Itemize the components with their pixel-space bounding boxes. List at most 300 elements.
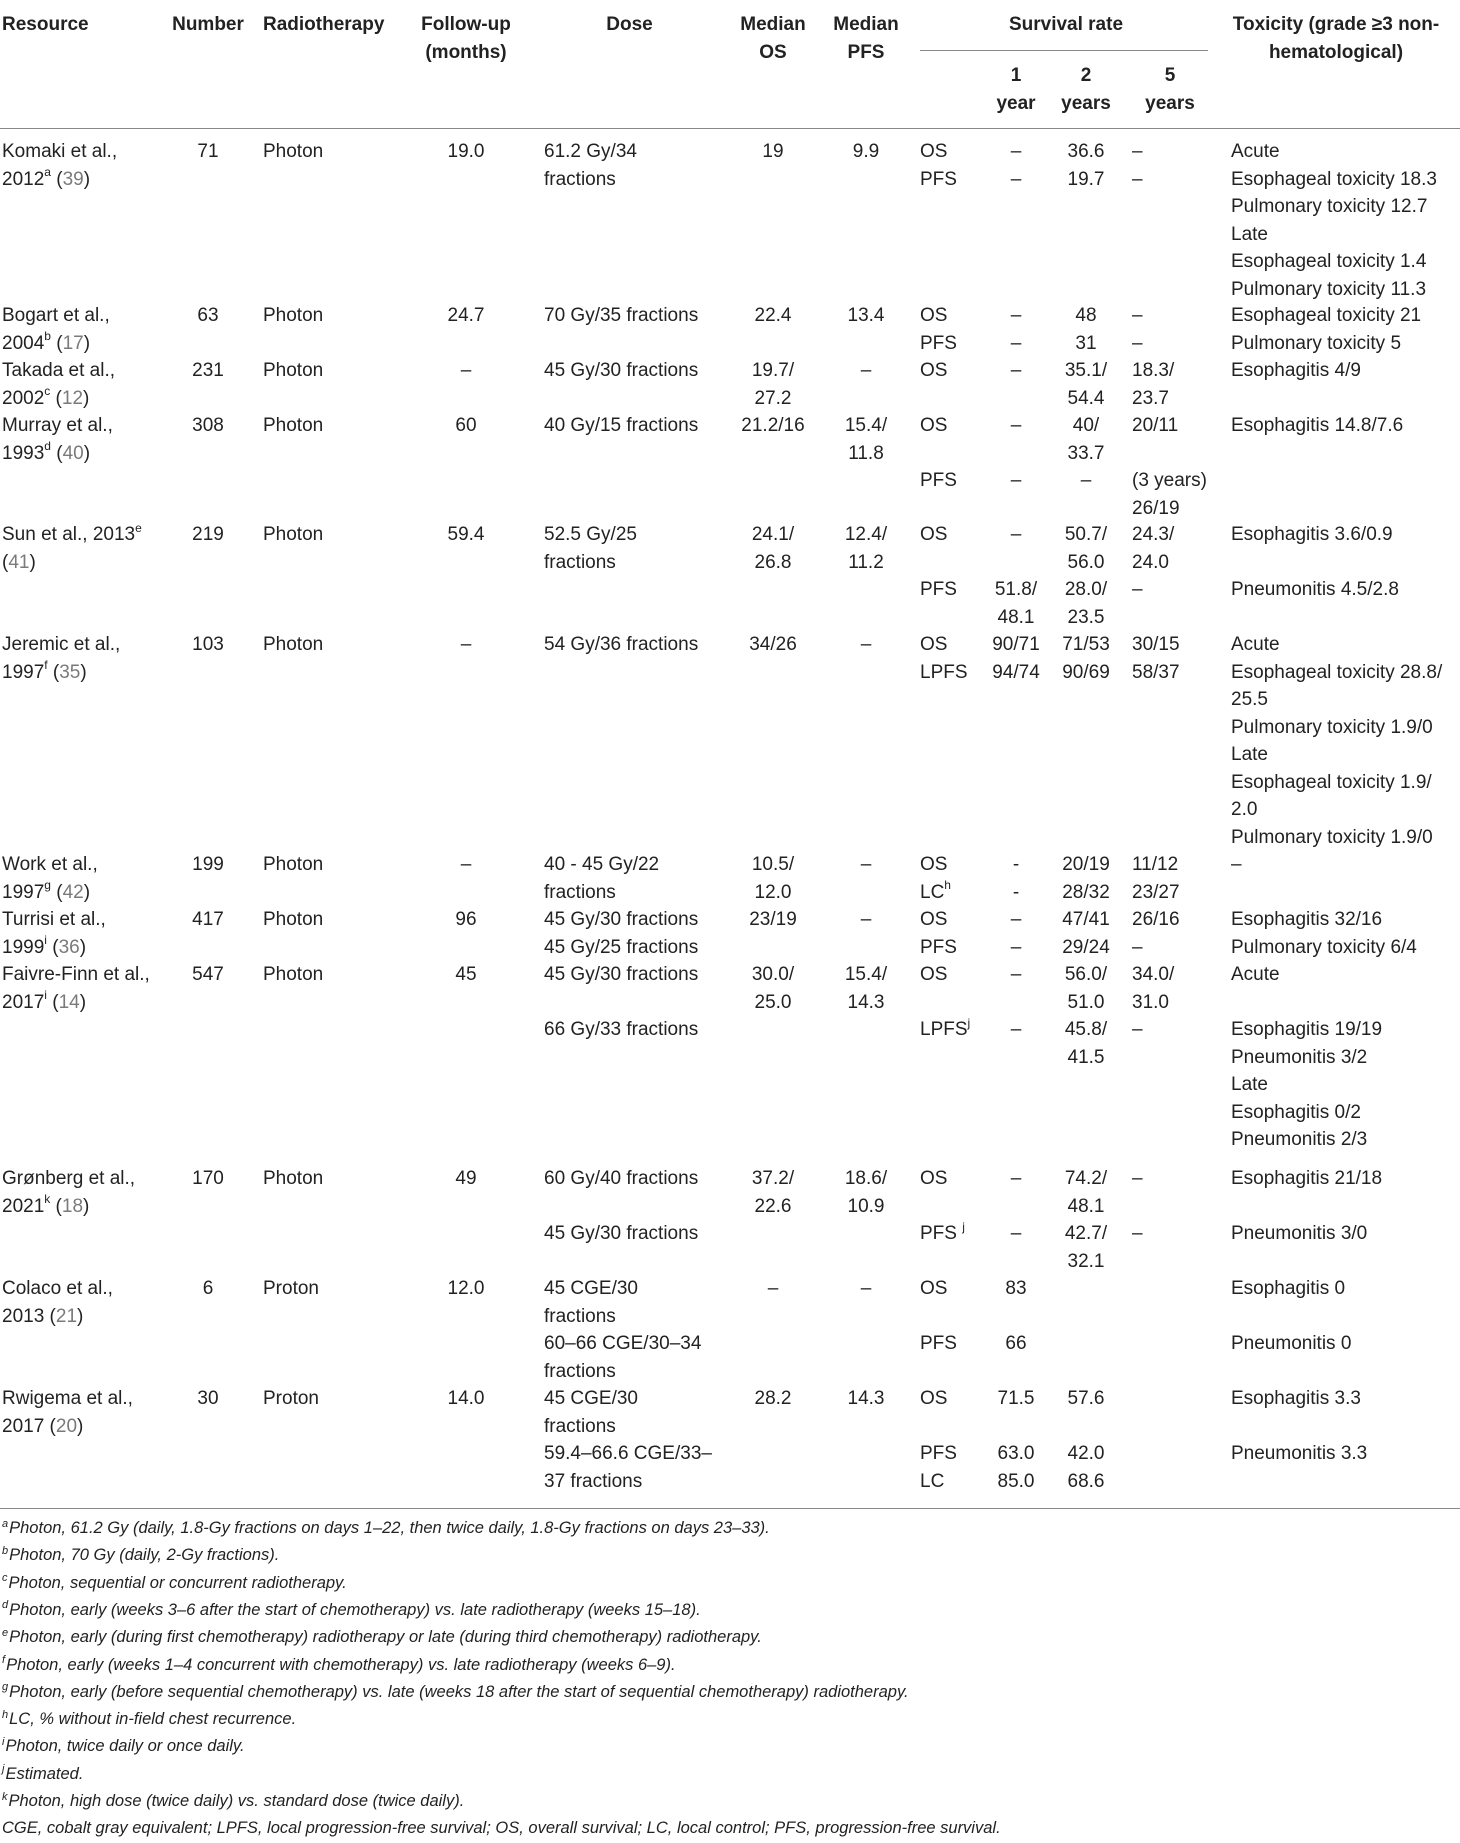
median-os-cell: 37.2/ 22.6: [751, 1168, 795, 1217]
dose-cell: 45 CGE/30 fractions 60–66 CGE/30–34 fractions: [544, 1278, 702, 1382]
resource-cell: Work et al., 1997$^g$ (42): [2, 854, 98, 903]
survival-1-year: –: [1010, 1223, 1022, 1244]
footnote: [2, 1624, 762, 1651]
footnote-marker: d: [2, 1599, 9, 1612]
survival-1-year: 51.8/ 48.1: [994, 579, 1038, 628]
followup-cell: 59.4: [447, 524, 485, 545]
survival-2-years: 42.0: [1067, 1443, 1105, 1464]
radiotherapy-cell: Photon: [263, 909, 324, 930]
footnote: [2, 1815, 1001, 1842]
number-cell: 219: [192, 524, 224, 545]
author-text: Komaki et al.,: [2, 141, 118, 162]
survival-1-year: –: [1010, 964, 1022, 985]
survival-1-year: 63.0: [997, 1443, 1035, 1464]
number-cell: 30: [197, 1388, 219, 1409]
footnote-marker: j: [2, 1763, 5, 1776]
header-survival-rate: Survival rate: [1008, 14, 1124, 35]
reference-link: 20: [55, 1415, 78, 1437]
survival-1-year: –: [1010, 168, 1022, 190]
followup-cell: 24.7: [447, 305, 485, 326]
dose-cell: 45 Gy/30 fractions 45 Gy/25 fractions: [544, 909, 699, 958]
survival-5-years: 20/11: [1132, 415, 1179, 436]
survival-label-text: OS: [920, 909, 948, 930]
survival-label-text: PFS: [920, 470, 957, 491]
author-text: Colaco et al.,: [2, 1278, 113, 1299]
year-text: 1993: [2, 442, 45, 464]
footnote-marker: f: [2, 1654, 6, 1666]
survival-label-text: PFS: [920, 332, 957, 354]
survival-1-year: -: [1012, 881, 1020, 903]
survival-5-years: –: [1132, 936, 1143, 958]
number-cell: 417: [192, 909, 224, 930]
resource-cell: Turrisi et al., 1999$^i$ (36): [2, 909, 106, 958]
radiotherapy-cell: Photon: [263, 634, 324, 655]
survival-label-text: OS: [920, 634, 948, 655]
footnote: [2, 1597, 701, 1624]
number-cell: 199: [192, 854, 224, 875]
survival-5-years: –: [1132, 1168, 1143, 1189]
footnote-text: Photon, 70 Gy (daily, 2-Gy fractions).: [9, 1546, 280, 1565]
author-text: Faivre-Finn et al.,: [2, 964, 150, 985]
footnote-marker: g: [2, 1681, 9, 1694]
toxicity-cell: Esophagitis 32/16 Pulmonary toxicity 6/4: [1231, 909, 1417, 958]
resource-cell: Grønberg et al., 2021$^k$ (18): [2, 1168, 136, 1217]
survival-label: [920, 166, 990, 194]
footnote: [2, 1733, 245, 1760]
survival-5-years: –: [1132, 305, 1143, 326]
number-cell: 63: [197, 305, 219, 326]
footnote-text: CGE, cobalt gray equivalent; LPFS, local progression-free survival; OS, overall survival; LC, local control; PFS, progression-free survival.: [2, 1819, 1001, 1838]
followup-cell: 19.0: [447, 141, 485, 162]
survival-label: [920, 412, 990, 440]
reference-link: 12: [61, 387, 84, 409]
median-pfs-cell: 18.6/ 10.9: [844, 1168, 888, 1217]
survival-label-text: LC: [920, 1470, 945, 1492]
survival-1-year: –: [1010, 470, 1022, 491]
dose-cell: 40 Gy/15 fractions: [544, 415, 699, 436]
survival-label: [920, 879, 990, 907]
survival-label: [920, 1440, 990, 1468]
dose-cell: 60 Gy/40 fractions 45 Gy/30 fractions: [544, 1168, 699, 1244]
resource-cell: Murray et al., 1993$^d$ (40): [2, 415, 113, 464]
median-os-cell: 22.4: [754, 305, 792, 326]
survival-5-years: 18.3/ 23.7: [1132, 360, 1175, 409]
survival-5-years: 24.3/ 24.0: [1132, 524, 1175, 573]
footnote-marker: k: [2, 1790, 8, 1803]
survival-2-years: 56.0/ 51.0: [1064, 964, 1108, 1013]
footnote-marker: g: [44, 878, 51, 893]
survival-1-year: -: [1012, 854, 1020, 875]
year-text: 2013: [2, 1305, 45, 1327]
year-text: 2021: [2, 1195, 45, 1217]
median-os-cell: 19.7/ 27.2: [751, 360, 795, 409]
survival-2-years: 35.1/ 54.4: [1064, 360, 1108, 409]
toxicity-cell: Esophagitis 3.6/0.9 Pneumonitis 4.5/2.8: [1231, 524, 1399, 600]
survival-1-year: –: [1010, 305, 1022, 326]
footnote: [2, 1761, 83, 1788]
footnote-marker: f: [44, 658, 48, 673]
survival-5-years: 30/15: [1132, 634, 1180, 655]
footnote-text: Photon, high dose (twice daily) vs. standard dose (twice daily).: [8, 1792, 465, 1810]
footnote-marker: c: [2, 1572, 8, 1585]
survival-label-text: PFS: [920, 1223, 963, 1244]
radiotherapy-cell: Proton: [263, 1278, 319, 1299]
author-text: Jeremic et al.,: [2, 634, 121, 655]
survival-label: [920, 521, 990, 549]
survival-5-years: –: [1132, 1019, 1143, 1040]
median-os-cell: 19: [762, 141, 784, 162]
year-text: 2017: [2, 1415, 45, 1437]
survival-label-text: LC: [920, 881, 945, 903]
median-pfs-cell: –: [860, 1278, 872, 1299]
survival-label: [920, 138, 990, 166]
footnote-marker: j: [962, 1219, 965, 1234]
dose-cell: 45 Gy/30 fractions 66 Gy/33 fractions: [544, 964, 699, 1040]
year-text: 1999: [2, 936, 45, 958]
survival-2-years: –: [1080, 470, 1092, 491]
survival-label: [920, 659, 990, 687]
survival-5-years: –: [1132, 332, 1143, 354]
author-text: Bogart et al.,: [2, 305, 110, 326]
header-median-pfs: Median PFS: [833, 14, 899, 63]
footnote: [2, 1515, 770, 1542]
median-pfs-cell: 13.4: [847, 305, 885, 326]
footnote-text: Photon, early (weeks 1–4 concurrent with chemotherapy) vs. late radiotherapy (weeks 6–9).: [6, 1655, 676, 1674]
survival-label: [920, 576, 990, 604]
survival-5-years: 34.0/ 31.0: [1132, 964, 1175, 1013]
footnote-marker: i: [44, 988, 47, 1003]
followup-cell: –: [460, 854, 472, 875]
header-median-os: Median OS: [740, 14, 806, 63]
survival-label: [920, 357, 990, 385]
number-cell: 71: [197, 141, 219, 162]
followup-cell: 12.0: [447, 1278, 485, 1299]
survival-1-year: 66: [1005, 1333, 1027, 1354]
footnote-text: Photon, sequential or concurrent radiotherapy.: [8, 1573, 347, 1592]
survival-label: [920, 1468, 990, 1496]
followup-cell: –: [460, 634, 472, 655]
reference-link: 40: [62, 442, 84, 464]
reference-link: 17: [62, 332, 84, 354]
survival-2-years: 28.0/ 23.5: [1064, 579, 1108, 628]
dose-cell: 54 Gy/36 fractions: [544, 634, 699, 655]
survival-label: [920, 1385, 990, 1413]
survival-1-year: –: [1010, 936, 1022, 958]
footnote-marker: i: [44, 933, 47, 948]
radiotherapy-cell: Photon: [263, 141, 324, 162]
survival-label-text: OS: [920, 1168, 948, 1189]
resource-cell: Rwigema et al., 2017 (20): [2, 1388, 133, 1437]
survival-label: [920, 631, 990, 659]
survival-label-text: PFS: [920, 168, 957, 190]
toxicity-cell: Acute Esophageal toxicity 28.8/ 25.5 Pulmonary toxicity 1.9/0 Late Esophageal toxicity 1.9/ 2.0 Pulmonary toxicity 1.9/0: [1231, 634, 1443, 848]
survival-1-year: –: [1010, 909, 1022, 930]
resource-cell: Faivre-Finn et al., 2017$^i$ (14): [2, 964, 150, 1013]
median-os-cell: 34/26: [749, 634, 797, 655]
toxicity-cell: Esophagitis 14.8/7.6: [1231, 415, 1404, 436]
footnote-text: Photon, early (during first chemotherapy) radiotherapy or late (during third chemotherapy) radiotherapy.: [9, 1628, 762, 1647]
number-cell: 103: [192, 634, 224, 655]
survival-1-year: –: [1010, 141, 1022, 162]
header-radiotherapy: Radiotherapy: [263, 14, 385, 35]
median-pfs-cell: –: [860, 909, 872, 930]
header-dose: Dose: [606, 14, 653, 35]
year-text: 2002: [2, 387, 45, 409]
survival-label-text: PFS: [920, 936, 957, 958]
survival-label-text: LPFS: [920, 661, 968, 683]
header-resource: Resource: [2, 14, 89, 35]
survival-label: [920, 934, 990, 962]
footnote-marker: h: [2, 1708, 9, 1721]
survival-1-year: 90/71: [992, 634, 1040, 655]
survival-label-text: PFS: [920, 1443, 957, 1464]
survival-2-years: 45.8/ 41.5: [1064, 1019, 1108, 1068]
radiotherapy-cell: Proton: [263, 1388, 319, 1409]
survival-label: [920, 302, 990, 330]
survival-2-years: 42.7/ 32.1: [1064, 1223, 1108, 1272]
survival-2-years: 19.7: [1067, 168, 1105, 190]
footnote-text: LC, % without in-field chest recurrence.: [9, 1710, 297, 1729]
footnote-text: Photon, twice daily or once daily.: [5, 1737, 245, 1756]
year-text: 1997: [2, 881, 45, 903]
toxicity-cell: Esophageal toxicity 21 Pulmonary toxicity 5: [1231, 305, 1422, 354]
survival-2-years: 50.7/ 56.0: [1064, 524, 1108, 573]
footnote-marker: b: [44, 329, 51, 344]
footnote-marker: a: [2, 1517, 9, 1530]
survival-2-years: 28/32: [1062, 881, 1110, 903]
survival-label: [920, 1275, 990, 1303]
radiotherapy-cell: Photon: [263, 524, 324, 545]
survival-label-text: OS: [920, 524, 948, 545]
number-cell: 308: [192, 415, 224, 436]
survival-2-years: 57.6: [1067, 1388, 1105, 1409]
survival-5-years: 23/27: [1132, 881, 1180, 903]
survival-label-text: LPFS: [920, 1019, 968, 1040]
survival-header-rule: [920, 50, 1208, 51]
dose-cell: 52.5 Gy/25 fractions: [544, 524, 637, 573]
survival-2-years: 74.2/ 48.1: [1064, 1168, 1108, 1217]
reference-link: 41: [8, 551, 30, 573]
median-pfs-cell: 15.4/ 14.3: [844, 964, 888, 1013]
survival-2-years: 90/69: [1062, 661, 1110, 683]
radiotherapy-cell: Photon: [263, 360, 324, 381]
footnote: [2, 1679, 909, 1706]
survival-1-year: –: [1010, 1168, 1022, 1189]
footnote-marker: k: [44, 1192, 51, 1207]
median-os-cell: 24.1/ 26.8: [751, 524, 795, 573]
followup-cell: 14.0: [447, 1388, 485, 1409]
survival-label-text: OS: [920, 1278, 948, 1299]
survival-1-year: –: [1010, 332, 1022, 354]
resource-cell: Jeremic et al., 1997$^f$ (35): [2, 634, 121, 683]
followup-cell: 45: [455, 964, 477, 985]
reference-link: 35: [59, 661, 81, 683]
survival-label-text: OS: [920, 305, 948, 326]
survival-2-years: 31: [1075, 332, 1097, 354]
survival-5-years: 58/37: [1132, 661, 1180, 683]
year-text: 1997: [2, 661, 45, 683]
survival-1-year: 85.0: [997, 1470, 1035, 1492]
median-pfs-cell: 15.4/ 11.8: [844, 415, 888, 464]
median-os-cell: –: [767, 1278, 779, 1299]
reference-link: 14: [58, 991, 80, 1013]
resource-cell: Colaco et al., 2013 (21): [2, 1278, 113, 1327]
survival-label-text: OS: [920, 964, 948, 985]
median-pfs-cell: –: [860, 634, 872, 655]
survival-2-years: 47/41: [1062, 909, 1110, 930]
radiotherapy-cell: Photon: [263, 1168, 324, 1189]
survival-5-years: (3 years) 26/19: [1132, 470, 1207, 519]
toxicity-cell: Acute Esophageal toxicity 18.3 Pulmonary toxicity 12.7 Late Esophageal toxicity 1.4 Pulmonary toxicity 11.3: [1231, 141, 1437, 300]
footnote: [2, 1706, 296, 1733]
author-text: Takada et al.,: [2, 360, 116, 381]
median-pfs-cell: 9.9: [852, 141, 880, 162]
radiotherapy-cell: Photon: [263, 305, 324, 326]
survival-5-years: –: [1132, 579, 1143, 600]
followup-cell: 49: [455, 1168, 477, 1189]
survival-1-year: 71.5: [997, 1388, 1035, 1409]
survival-2-years: 68.6: [1067, 1470, 1105, 1492]
resource-cell: Bogart et al., 2004$^b$ (17): [2, 305, 110, 354]
header-1-year: 1 year: [996, 65, 1036, 114]
footnote-marker: a: [44, 165, 51, 180]
dose-cell: 70 Gy/35 fractions: [544, 305, 699, 326]
median-pfs-cell: 14.3: [847, 1388, 885, 1409]
header-followup: Follow-up (months): [421, 14, 511, 63]
survival-label: [920, 906, 990, 934]
radiotherapy-cell: Photon: [263, 854, 324, 875]
number-cell: 6: [202, 1278, 214, 1299]
median-os-cell: 10.5/ 12.0: [751, 854, 795, 903]
footnote-marker: b: [2, 1544, 9, 1557]
survival-label-text: OS: [920, 854, 948, 875]
toxicity-cell: Esophagitis 21/18 Pneumonitis 3/0: [1231, 1168, 1383, 1244]
dose-cell: 40 - 45 Gy/22 fractions: [544, 854, 660, 903]
footnote-text: Photon, early (weeks 3–6 after the start of chemotherapy) vs. late radiotherapy (weeks 15–18).: [9, 1600, 701, 1619]
header-number: Number: [172, 14, 244, 35]
dose-cell: 45 CGE/30 fractions 59.4–66.6 CGE/33– 37 fractions: [544, 1388, 712, 1492]
median-pfs-cell: –: [860, 854, 872, 875]
survival-1-year: 94/74: [992, 661, 1040, 683]
year-text: 2017: [2, 991, 45, 1013]
survival-5-years: –: [1132, 1223, 1143, 1244]
toxicity-cell: –: [1231, 854, 1242, 875]
author-text: Murray et al.,: [2, 415, 113, 436]
reference-link: 42: [62, 881, 84, 903]
author-text: Sun et al., 2013: [2, 524, 136, 545]
table-bottom-rule: [0, 1508, 1460, 1509]
header-bottom-rule: [0, 128, 1460, 129]
dose-cell: 45 Gy/30 fractions: [544, 360, 699, 381]
followup-cell: 96: [455, 909, 477, 930]
footnote-marker: e: [135, 520, 142, 535]
survival-5-years: 26/16: [1132, 909, 1180, 930]
author-text: Rwigema et al.,: [2, 1388, 133, 1409]
footnote-marker: i: [2, 1735, 5, 1748]
median-pfs-cell: 12.4/ 11.2: [844, 524, 888, 573]
median-os-cell: 23/19: [749, 909, 797, 930]
survival-2-years: 36.6: [1067, 141, 1105, 162]
survival-1-year: –: [1010, 415, 1022, 436]
survival-label: [920, 1165, 990, 1193]
dose-cell: 61.2 Gy/34 fractions: [544, 141, 637, 190]
survival-1-year: –: [1010, 1019, 1022, 1040]
footnote-marker: c: [44, 384, 51, 399]
header-5-years: 5 years: [1145, 65, 1195, 114]
survival-label-text: OS: [920, 360, 948, 381]
author-text: Work et al.,: [2, 854, 98, 875]
header-2-years: 2 years: [1061, 65, 1111, 114]
footnote-marker: e: [2, 1626, 9, 1639]
reference-link: 39: [62, 168, 84, 190]
resource-cell: Takada et al., 2002$^c$ (12): [2, 360, 116, 409]
footnote-marker: h: [944, 878, 951, 893]
survival-label-text: PFS: [920, 579, 957, 600]
survival-1-year: –: [1010, 524, 1022, 545]
footnote-text: Photon, 61.2 Gy (daily, 1.8-Gy fractions on days 1–22, then twice daily, 1.8-Gy fractions on days 23–33).: [9, 1519, 770, 1537]
resource-cell: Komaki et al., 2012$^a$ (39): [2, 141, 118, 190]
survival-2-years: 20/19: [1062, 854, 1110, 875]
radiotherapy-cell: Photon: [263, 964, 324, 985]
survival-label-text: PFS: [920, 1333, 957, 1354]
year-text: 2004: [2, 332, 45, 354]
survival-label-text: OS: [920, 415, 948, 436]
footnote-text: Photon, early (before sequential chemotherapy) vs. late (weeks 18 after the start of sequential chemotherapy) radiotherapy.: [9, 1682, 909, 1701]
median-os-cell: 28.2: [754, 1388, 792, 1409]
author-text: Grønberg et al.,: [2, 1168, 136, 1189]
survival-2-years: 48: [1075, 305, 1097, 326]
followup-cell: –: [460, 360, 472, 381]
reference-link: 36: [58, 936, 80, 958]
number-cell: 170: [192, 1168, 224, 1189]
survival-5-years: 11/12: [1132, 854, 1179, 875]
footnote: [2, 1788, 464, 1815]
reference-link: 21: [55, 1305, 78, 1327]
footnote-text: Estimated.: [5, 1764, 84, 1783]
survival-5-years: –: [1132, 141, 1143, 162]
number-cell: 547: [192, 964, 224, 985]
toxicity-cell: Esophagitis 3.3 Pneumonitis 3.3: [1231, 1388, 1368, 1464]
year-text: 2012: [2, 168, 45, 190]
survival-2-years: 40/ 33.7: [1067, 415, 1105, 464]
footnote: [2, 1570, 347, 1597]
survival-1-year: –: [1010, 360, 1022, 381]
survival-label-text: OS: [920, 1388, 948, 1409]
survival-1-year: 83: [1005, 1278, 1027, 1299]
footnote: [2, 1542, 279, 1569]
survival-label: [920, 1330, 990, 1358]
reference-link: 18: [61, 1195, 84, 1217]
survival-label-text: OS: [920, 141, 948, 162]
footnote: [2, 1652, 676, 1679]
resource-cell: Sun et al., 2013e (41): [2, 520, 142, 573]
header-toxicity: Toxicity (grade ≥3 non- hematological): [1232, 14, 1440, 63]
toxicity-cell: Esophagitis 4/9: [1231, 360, 1361, 381]
author-text: Turrisi et al.,: [2, 909, 106, 930]
radiotherapy-cell: Photon: [263, 415, 324, 436]
survival-label: [920, 1220, 990, 1248]
survival-label: [920, 1016, 990, 1044]
survival-label: [920, 467, 990, 495]
footnote-marker: d: [44, 439, 51, 454]
median-os-cell: 30.0/ 25.0: [751, 964, 795, 1013]
survival-5-years: –: [1132, 168, 1143, 190]
followup-cell: 60: [455, 415, 477, 436]
median-os-cell: 21.2/16: [741, 415, 805, 436]
median-pfs-cell: –: [860, 360, 872, 381]
number-cell: 231: [192, 360, 224, 381]
toxicity-cell: Acute Esophagitis 19/19 Pneumonitis 3/2 Late Esophagitis 0/2 Pneumonitis 2/3: [1231, 964, 1383, 1150]
